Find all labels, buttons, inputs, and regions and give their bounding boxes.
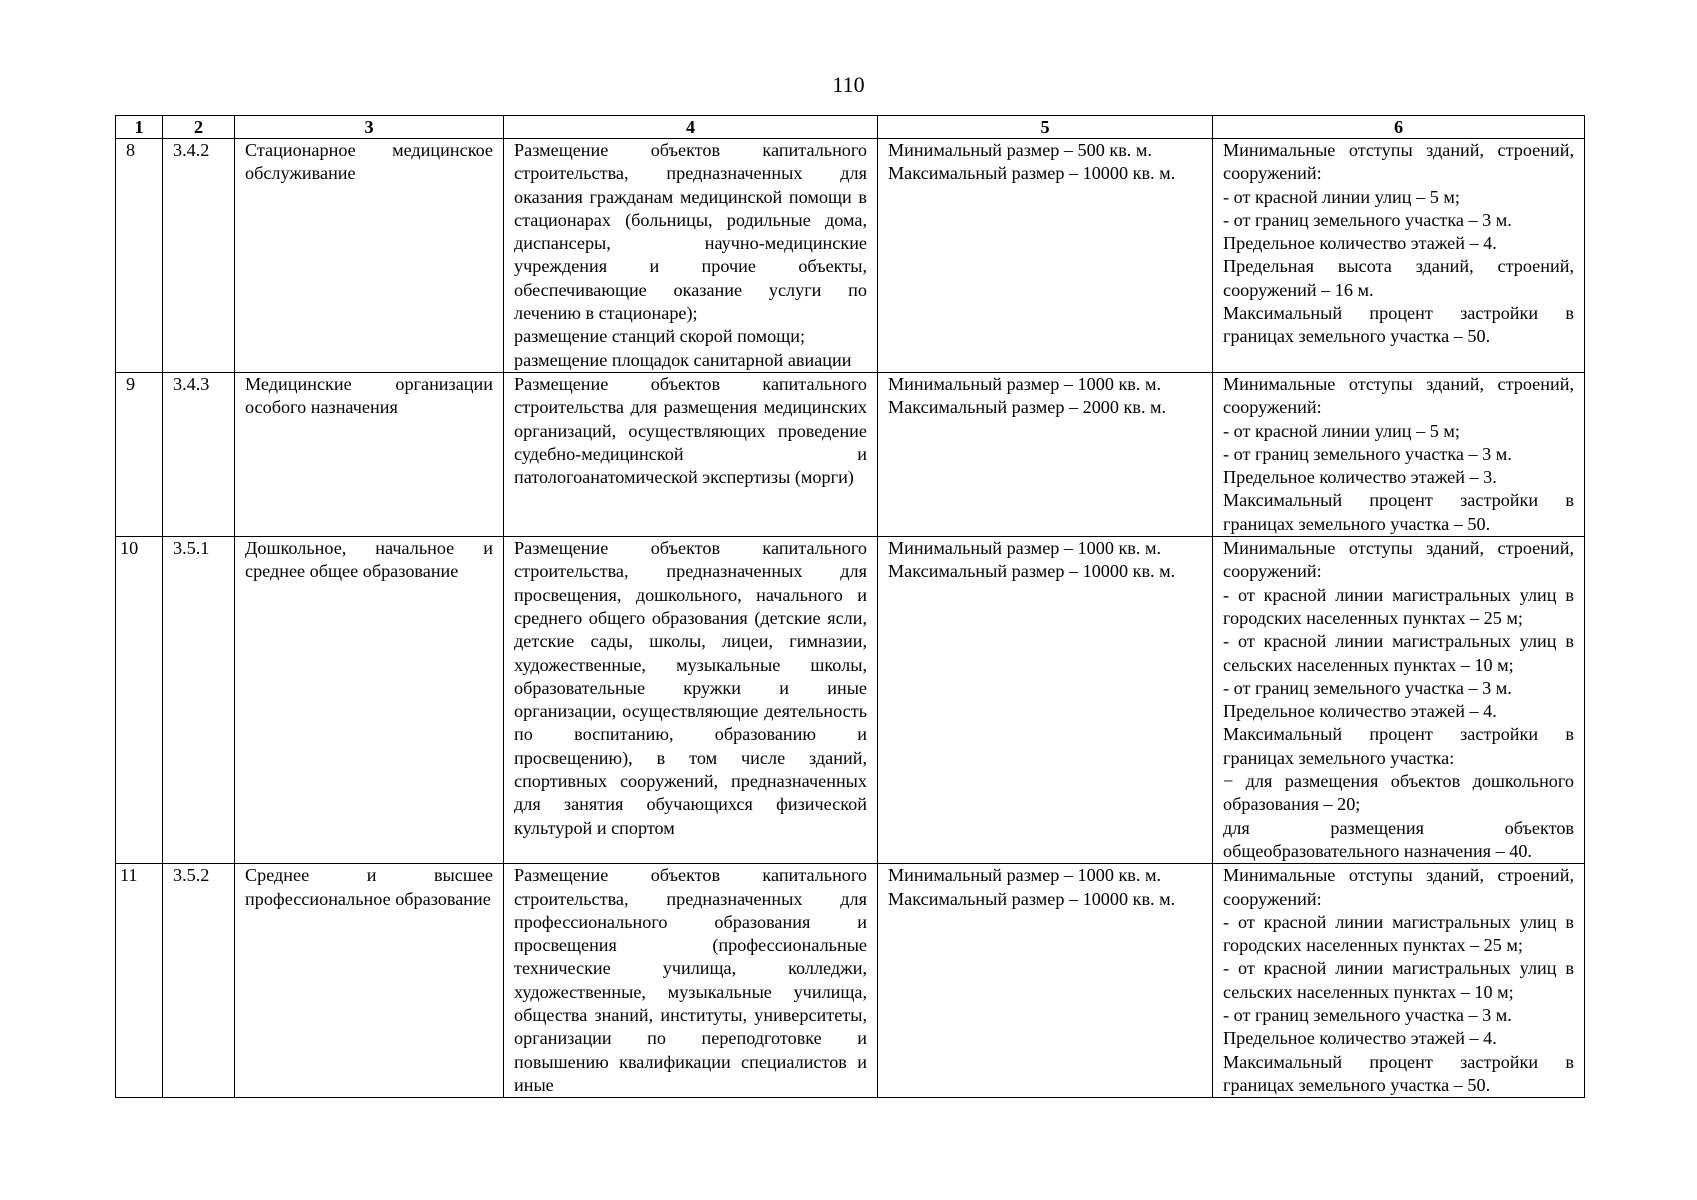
parameter-line: Предельное количество этажей – 4. [1223,701,1497,722]
plot-size-line: Максимальный размер – 10000 кв. м. [888,561,1176,582]
row-number-cell: 10 [116,537,163,864]
row-number-cell: 9 [116,372,163,536]
row-number-cell: 11 [116,864,163,1098]
parameter-line: Максимальный процент застройки в границах земельного участка – 50. [1223,303,1574,347]
parameter-line: Минимальные отступы зданий, строений, сооружений: [1223,373,1574,418]
parameter-line: - от красной линии магистральных улиц в сельских населенных пунктах – 10 м; [1223,958,1574,1002]
table-row [116,372,1585,536]
parameters-cell [1213,139,1585,373]
plot-size-line: Максимальный размер – 2000 кв. м. [888,397,1167,418]
parameter-line: - от красной линии улиц – 5 м; [1223,420,1460,441]
description-paragraph: размещение площадок санитарной авиации [514,349,852,370]
table-row [116,864,1585,1098]
description-paragraph: Размещение объектов капитального строительства для размещения медицинских организаций, осуществляющих проведение судебно-медицинской и патологоанатомической экспертизы (морги) [514,373,867,488]
column-header: 1 [116,116,163,139]
parameter-line: Максимальный процент застройки в границах земельного участка – 50. [1223,490,1574,534]
parameter-line: - от границ земельного участка – 3 м. [1223,677,1512,698]
parameter-line: - от границ земельного участка – 3 м. [1223,443,1512,464]
plot-size-line: Максимальный размер – 10000 кв. м. [888,888,1176,909]
row-number-cell: 8 [116,139,163,373]
parameter-line: Предельное количество этажей – 4. [1223,1028,1497,1049]
description-paragraph: размещение станций скорой помощи; [514,326,806,347]
plot-size-cell [878,372,1213,536]
parameter-line: - от красной линии магистральных улиц в сельских населенных пунктах – 10 м; [1223,631,1574,675]
description-paragraph: Размещение объектов капитального строительства, предназначенных для профессионального образования и просвещения (профессиональные технические училища, колледжи, художественные, музыкальные училища, общества знаний, институты, университеты, организации по переподготовке и повышению квалификации специалистов и иные [514,865,867,1095]
page-number: 110 [832,72,865,97]
parameters-cell [1213,537,1585,864]
parameter-line: - от красной линии магистральных улиц в городских населенных пунктах – 25 м; [1223,584,1574,628]
code-cell: 3.5.2 [163,864,235,1098]
code-cell: 3.4.2 [163,139,235,373]
parameter-line: Максимальный процент застройки в границах земельного участка – 50. [1223,1051,1574,1095]
column-header: 5 [878,116,1213,139]
parameter-line: Минимальные отступы зданий, строений, сооружений: [1223,140,1574,184]
use-name-cell: Стационарное медицинское обслуживание [235,139,504,373]
parameter-line: Минимальные отступы зданий, строений, сооружений: [1223,865,1574,909]
column-header: 3 [235,116,504,139]
table-row [116,537,1585,864]
parameters-cell [1213,372,1585,536]
plot-size-line: Максимальный размер – 10000 кв. м. [888,163,1176,184]
description-cell [504,537,878,864]
plot-size-cell [878,139,1213,373]
parameter-line: Предельная высота зданий, строений, сооружений – 16 м. [1223,256,1574,300]
description-paragraph: Размещение объектов капитального строительства, предназначенных для просвещения, дошкольного, начального и среднего общего образования (детские ясли, детские сады, школы, лицеи, гимназии, художественные, музыкальные школы, образовательные кружки и иные организации, осуществляющие деятельность по воспитанию, образованию и просвещению), в том числе зданий, спортивных сооружений, предназначенных для занятия обучающихся физической культурой и спортом [514,538,867,838]
parameter-line: − для размещения объектов дошкольного образования – 20; [1223,771,1574,815]
land-use-table [115,115,1585,1098]
parameter-line: Предельное количество этажей – 4. [1223,233,1497,254]
parameter-line: - от границ земельного участка – 3 м. [1223,209,1512,230]
parameter-line: Предельное количество этажей – 3. [1223,467,1497,488]
use-name-cell: Дошкольное, начальное и среднее общее образование [235,537,504,864]
parameter-line: - от красной линии улиц – 5 м; [1223,186,1460,207]
column-header: 4 [504,116,878,139]
table-row [116,139,1585,373]
parameter-line: - от красной линии магистральных улиц в городских населенных пунктах – 25 м; [1223,911,1574,956]
plot-size-line: Минимальный размер – 1000 кв. м. [888,865,1162,886]
parameter-line: Максимальный процент застройки в границах земельного участка: [1223,724,1574,768]
plot-size-cell [878,537,1213,864]
table-body [116,139,1585,1098]
header-row [116,116,1585,139]
column-header: 2 [163,116,235,139]
plot-size-line: Минимальный размер – 1000 кв. м. [888,373,1162,394]
description-cell [504,372,878,536]
description-cell [504,139,878,373]
description-cell [504,864,878,1098]
use-name-cell: Медицинские организации особого назначения [235,372,504,536]
plot-size-cell [878,864,1213,1098]
code-cell: 3.4.3 [163,372,235,536]
column-header: 6 [1213,116,1585,139]
code-cell: 3.5.1 [163,537,235,864]
plot-size-line: Минимальный размер – 500 кв. м. [888,140,1152,160]
parameter-line: Минимальные отступы зданий, строений, сооружений: [1223,538,1574,582]
description-paragraph: Размещение объектов капитального строительства, предназначенных для оказания гражданам медицинской помощи в стационарах (больницы, родильные дома, диспансеры, научно-медицинские учреждения и прочие объекты, обеспечивающие оказание услуги по лечению в стационаре); [514,140,867,324]
plot-size-line: Минимальный размер – 1000 кв. м. [888,538,1162,559]
parameter-line: для размещения объектов общеобразовательного назначения – 40. [1223,817,1574,861]
parameters-cell [1213,864,1585,1098]
use-name-cell: Среднее и высшее профессиональное образование [235,864,504,1098]
parameter-line: - от границ земельного участка – 3 м. [1223,1004,1512,1025]
